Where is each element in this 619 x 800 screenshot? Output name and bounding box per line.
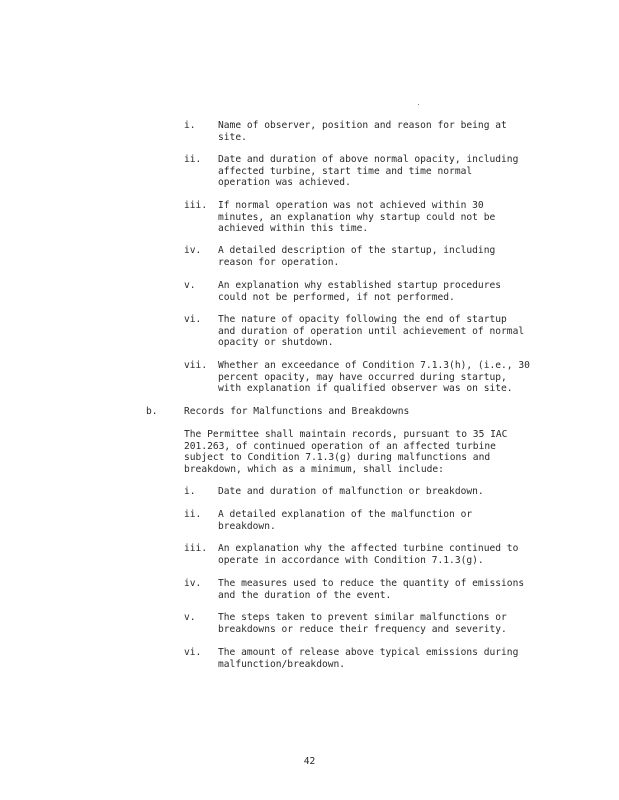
item-text: If normal operation was not achieved within 30 minutes, an explanation why startup could not be achieved within this time.	[218, 200, 496, 235]
item-number: iv.	[184, 578, 202, 589]
section-title: Records for Malfunctions and Breakdowns	[184, 406, 410, 417]
item-number: iii.	[184, 200, 208, 211]
item-number: iii.	[184, 543, 208, 554]
item-number: v.	[184, 280, 196, 291]
item-text: The amount of release above typical emissions during malfunction/breakdown.	[218, 647, 519, 670]
item-text: A detailed explanation of the malfunction or breakdown.	[218, 509, 473, 532]
item-number: vii.	[184, 360, 208, 371]
item-number: ii.	[184, 509, 202, 520]
item-text: A detailed description of the startup, including reason for operation.	[218, 245, 496, 268]
item-text: The measures used to reduce the quantity of emissions and the duration of the event.	[218, 578, 525, 601]
item-number: ii.	[184, 154, 202, 165]
item-text: The nature of opacity following the end of startup and duration of operation until achievement of normal opacity or shutdown.	[218, 314, 525, 349]
item-number: i.	[184, 486, 196, 497]
item-text: Name of observer, position and reason for being at site.	[218, 120, 507, 143]
item-text: An explanation why the affected turbine continued to operate in accordance with Condition 7.1.3(g).	[218, 543, 519, 566]
section-number: b.	[146, 406, 158, 417]
item-text: Date and duration of above normal opacity, including affected turbine, start time and time normal operation was achieved.	[218, 154, 519, 189]
item-text: The steps taken to prevent similar malfunctions or breakdowns or reduce their frequency and severity.	[218, 612, 507, 635]
item-number: i.	[184, 120, 196, 131]
item-text: Whether an exceedance of Condition 7.1.3(h), (i.e., 30 percent opacity, may have occurred during startup, with explanation if qualified observer was on site.	[218, 360, 530, 395]
item-text: An explanation why established startup procedures could not be performed, if not performed.	[218, 280, 502, 303]
scan-speck	[418, 104, 419, 105]
item-number: vi.	[184, 314, 202, 325]
item-number: vi.	[184, 647, 202, 658]
page-number: 42	[303, 756, 316, 767]
item-number: v.	[184, 612, 196, 623]
item-text: Date and duration of malfunction or breakdown.	[218, 486, 484, 497]
item-number: iv.	[184, 245, 202, 256]
section-intro: The Permittee shall maintain records, pursuant to 35 IAC 201.263, of continued operation of an affected turbine subject to Condition 7.1.3(g) during malfunctions and breakdown, which as a minimum, shall include:	[184, 429, 508, 475]
